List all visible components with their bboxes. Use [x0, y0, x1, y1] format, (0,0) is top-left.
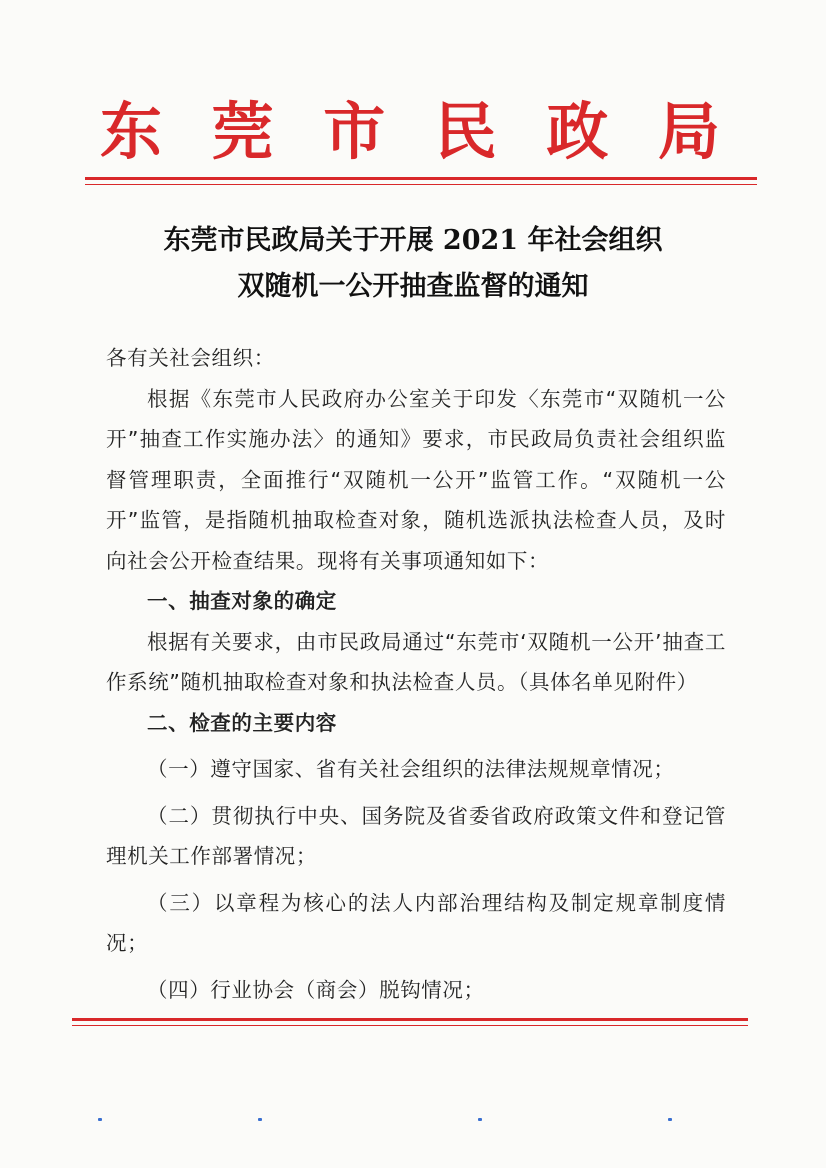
scan-artifact-dots [0, 1118, 826, 1126]
scan-dot [258, 1118, 262, 1121]
footer-red-rule [72, 1018, 748, 1026]
masthead-char-2: 莞 [211, 95, 274, 168]
document-title [100, 218, 726, 310]
masthead-char-6: 局 [657, 95, 720, 168]
content-item-2: （二）贯彻执行中央、国务院及省委省政府政策文件和登记管理机关工作部署情况； [106, 803, 726, 868]
section-1-paragraph: 根据有关要求，由市民政局通过“东莞市‘双随机一公开’抽查工作系统”随机抽取检查对象和执法检查人员。（具体名单见附件） [106, 629, 726, 694]
document-body [106, 338, 726, 1010]
masthead-char-3: 市 [323, 95, 386, 168]
salutation: 各有关社会组织： [106, 346, 275, 370]
content-item-3: （三）以章程为核心的法人内部治理结构及制定规章制度情况； [106, 890, 726, 955]
masthead-char-5: 政 [546, 95, 609, 168]
masthead [100, 92, 720, 172]
masthead-char-4: 民 [434, 95, 497, 168]
content-item-1: （一）遵守国家、省有关社会组织的法律法规规章情况； [147, 757, 675, 781]
section-1-heading: 一、抽查对象的确定 [147, 589, 337, 613]
masthead-red-rule [85, 177, 757, 185]
title-line-1: 东莞市民政局关于开展 2021 年社会组织 [163, 225, 663, 256]
content-item-4: （四）行业协会（商会）脱钩情况； [147, 977, 485, 1002]
scan-dot [668, 1118, 672, 1121]
scan-dot [478, 1118, 482, 1121]
scan-dot [98, 1118, 102, 1121]
intro-paragraph: 根据《东莞市人民政府办公室关于印发〈东莞市“双随机一公开”抽查工作实施办法〉的通知》要求，市民政局负责社会组织监督管理职责，全面推行“双随机一公开”监管工作。“双随机一公开”监管，是指随机抽取检查对象，随机选派执法检查人员，及时向社会公开检查结果。现将有关事项通知如下： [106, 386, 726, 573]
section-2-heading: 二、检查的主要内容 [147, 710, 337, 735]
masthead-char-1: 东 [100, 95, 163, 168]
title-line-2: 双随机一公开抽查监督的通知 [237, 271, 589, 302]
